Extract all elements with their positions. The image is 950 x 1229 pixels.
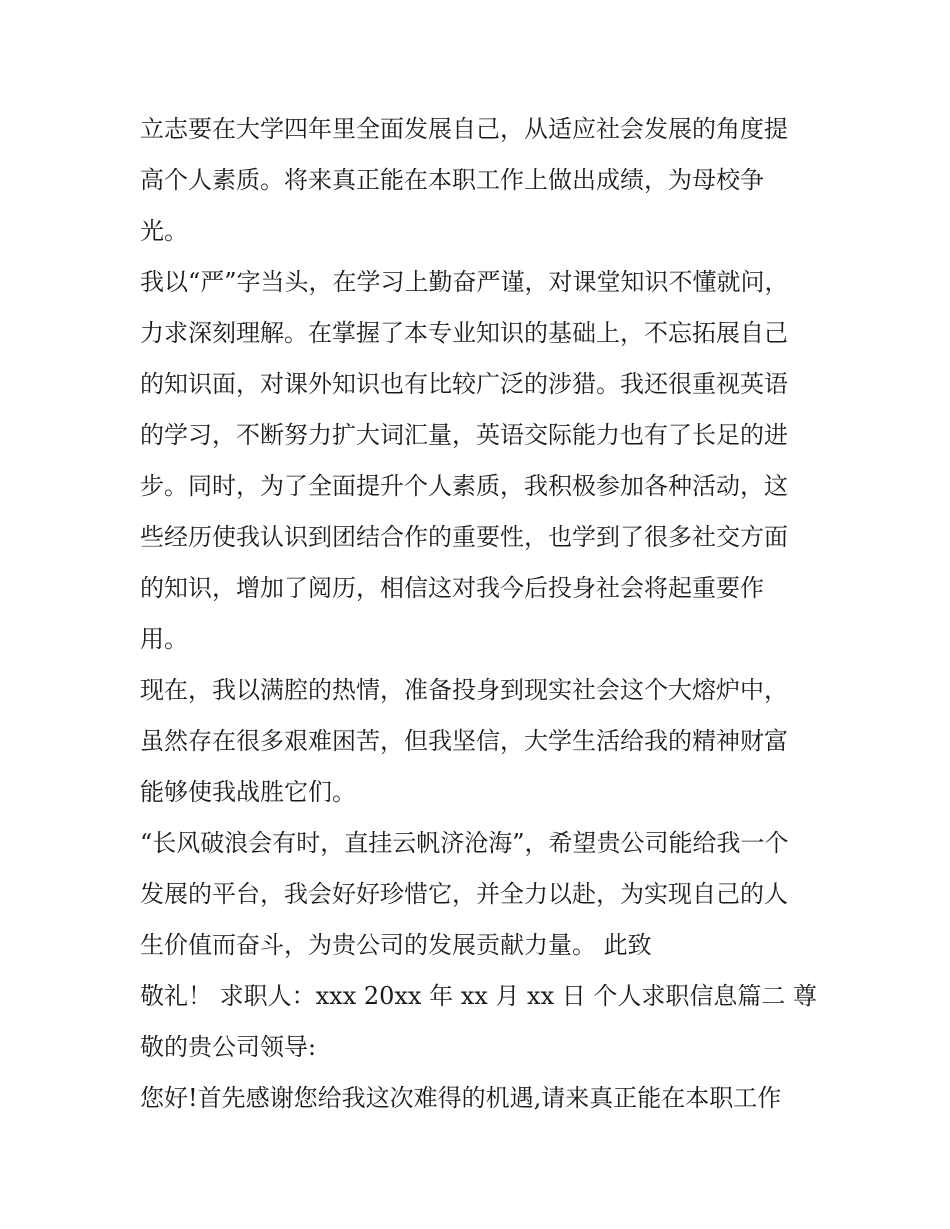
text-line: 现在，我以满腔的热情，准备投身到现实社会这个大熔炉中， [140, 676, 788, 704]
text-line: 的学习，不断努力扩大词汇量，英语交际能力也有了长足的进 [140, 421, 788, 449]
text-line: 敬的贵公司领导: [140, 1033, 317, 1061]
text-line: 力求深刻理解。在掌握了本专业知识的基础上，不忘拓展自己 [140, 319, 788, 347]
text-line: 能够使我战胜它们。 [140, 778, 356, 806]
text-line: 步。同时，为了全面提升个人素质，我积极参加各种活动，这 [140, 472, 788, 500]
text-line: 生价值而奋斗，为贵公司的发展贡献力量。 此致 [140, 931, 652, 959]
text-line: 光。 [140, 217, 188, 245]
text-line: 用。 [140, 625, 188, 653]
text-line: “长风破浪会有时，直挂云帆济沧海”，希望贵公司能给我一个 [140, 829, 789, 857]
text-line: 的知识，增加了阅历，相信这对我今后投身社会将起重要作 [140, 574, 764, 602]
text-line: 敬礼！ 求职人：xxx 20xx 年 xx 月 xx 日 个人求职信息篇二 尊 [140, 982, 818, 1010]
text-line: 发展的平台，我会好好珍惜它，并全力以赴，为实现自己的人 [140, 880, 788, 908]
text-line: 的知识面，对课外知识也有比较广泛的涉猎。我还很重视英语 [140, 370, 788, 398]
text-line: 我以“严”字当头，在学习上勤奋严谨，对课堂知识不懂就问， [140, 268, 789, 296]
text-line: 些经历使我认识到团结合作的重要性，也学到了很多社交方面 [140, 523, 788, 551]
text-line: 您好!首先感谢您给我这次难得的机遇,请来真正能在本职工作 [140, 1084, 782, 1112]
body-text [140, 104, 820, 1124]
text-line: 立志要在大学四年里全面发展自己，从适应社会发展的角度提 [140, 115, 788, 143]
text-line: 高个人素质。将来真正能在本职工作上做出成绩，为母校争 [140, 166, 764, 194]
text-line: 虽然存在很多艰难困苦，但我坚信，大学生活给我的精神财富 [140, 727, 788, 755]
